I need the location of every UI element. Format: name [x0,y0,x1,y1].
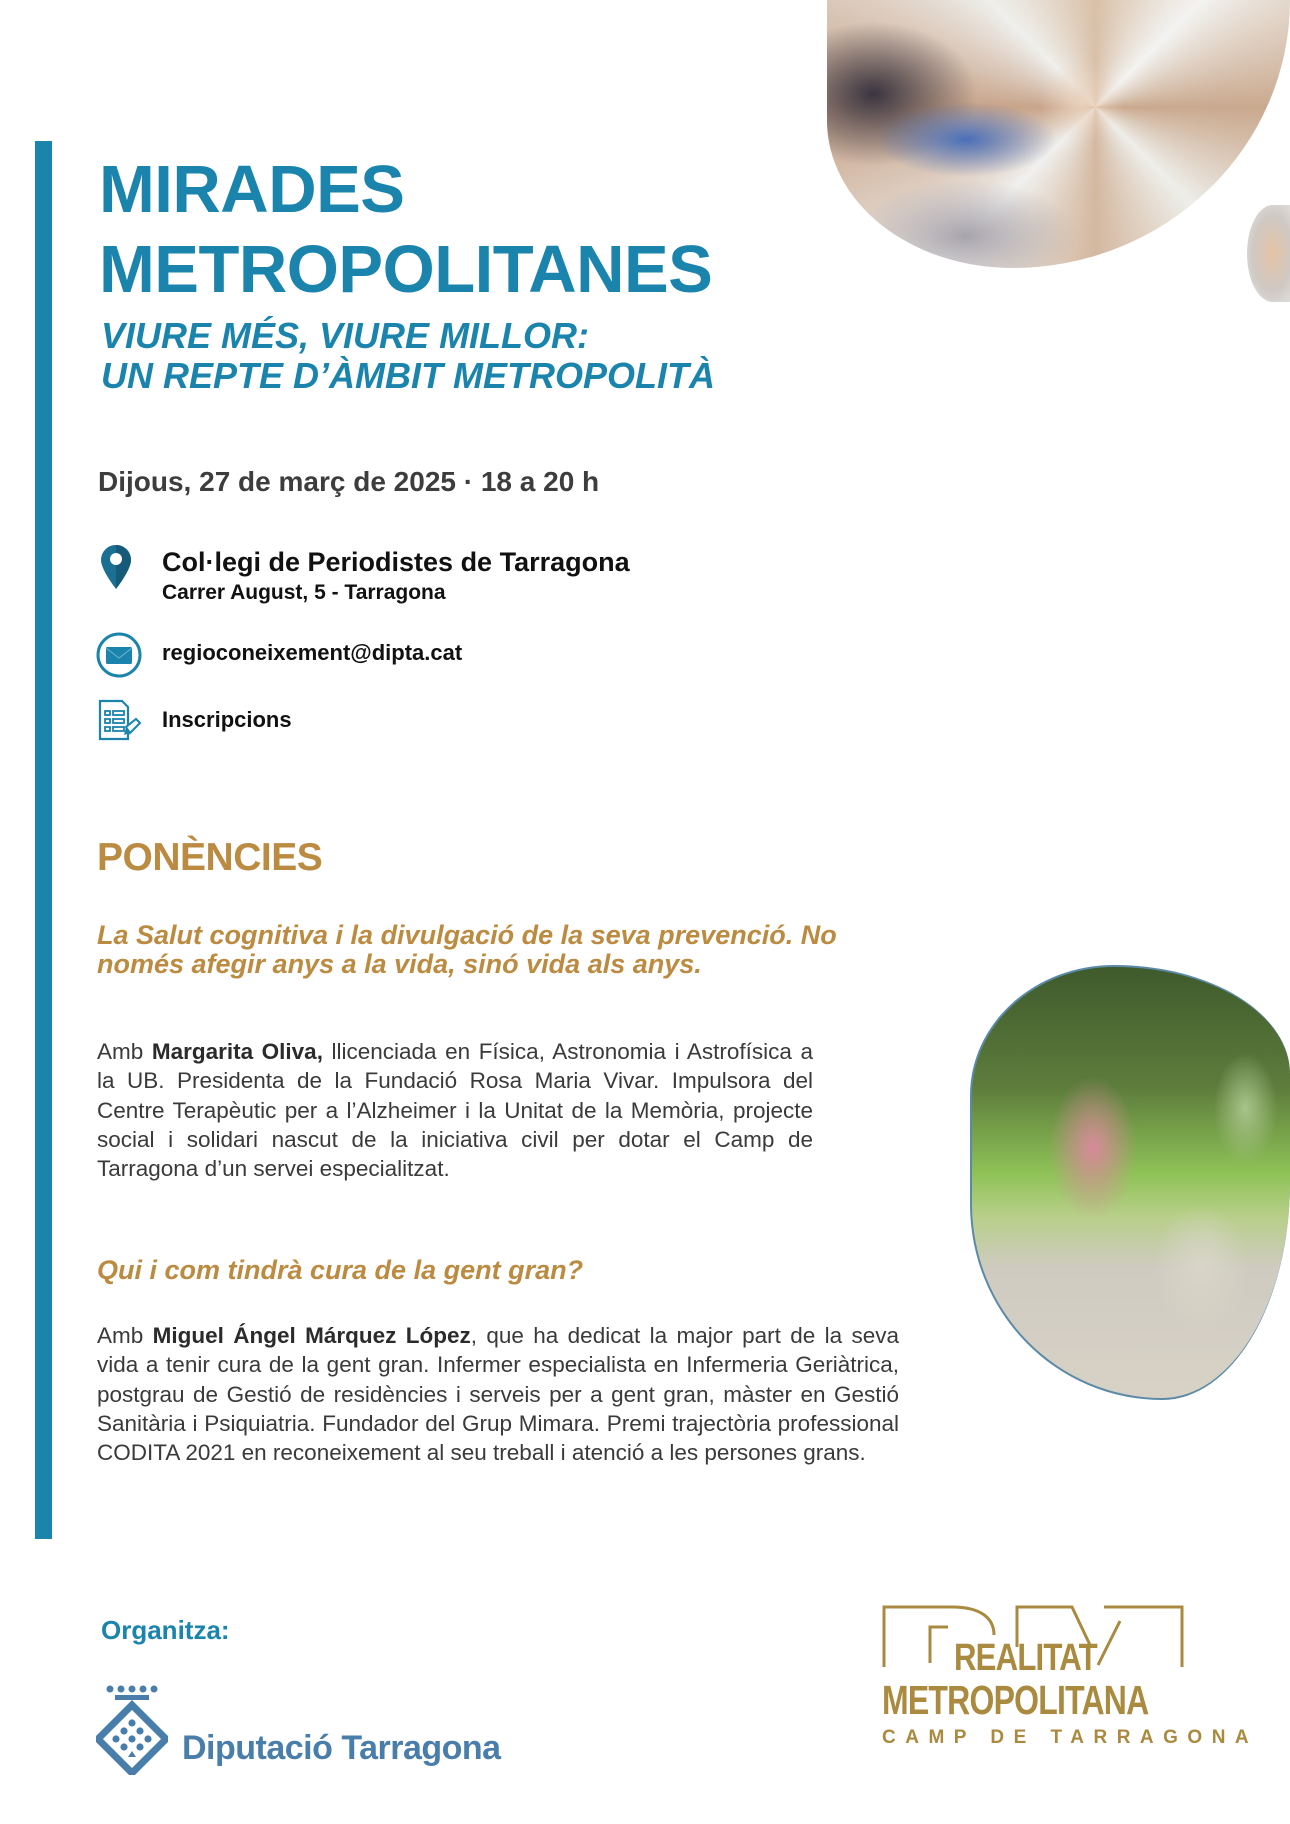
realitat-metropolitana-logo [882,1605,1259,1755]
subtitle-line-2: UN REPTE D’ÀMBIT METROPOLITÀ [101,355,715,396]
talk-2-title: Qui i com tindrà cura de la gent gran? [97,1255,584,1285]
talks-heading: PONÈNCIES [97,836,323,879]
talk-1-speaker: Margarita Oliva, [151,1039,323,1064]
venue-row [96,545,630,607]
talk-2-speaker: Miguel Ángel Márquez López [152,1323,471,1348]
talk-1-title: La Salut cognitiva i la divulgació de la seva prevenció. No només afegir anys a la vida, sinó vida als anys. [97,920,837,979]
venue-name: Col·legi de Periodistes de Tarragona [162,547,630,577]
subtitle-line-1: VIURE MÉS, VIURE MILLOR: [101,315,590,356]
talk-2-bio: , que ha dedicat la major part de la seva vida a tenir cura de la gent gran. Infermer especialista en Infermeria Geriàtrica, postgrau de Gestió de residències i serveis per a gent gran, màster en Gestió Sanitària i Psiquiatria. Fundador del Grup Mimara. Premi trajectòria professional CODITA 2021 en reconeixement al seu treball i atenció a les persones grans. [97,1323,900,1466]
form-pen-icon [96,697,142,743]
title-line-1: MIRADES [99,152,405,227]
team-hands-photo [827,0,1290,268]
map-pin-icon [96,545,136,589]
diputacio-tarragona-logo [96,1683,501,1780]
venue-address: Carrer August, 5 - Tarragona [162,581,446,604]
page-subtitle [101,316,715,396]
rm-line-3: CAMP DE TARRAGONA [882,1727,1259,1748]
registration-link[interactable]: Inscripcions [162,707,292,732]
rm-line-1: REALITAT [954,1637,1097,1679]
page-title [99,150,712,310]
rm-line-2: METROPOLITANA [882,1677,1149,1723]
talk-2-description [97,1321,899,1467]
talk-1-description [97,1037,813,1183]
event-date-time: Dijous, 27 de març de 2025 · 18 a 20 h [98,466,600,497]
email-link[interactable]: regioconeixement@dipta.cat [162,640,463,665]
title-line-2: METROPOLITANES [99,232,713,307]
registration-row [96,697,292,743]
diputacio-crest-icon [96,1683,168,1780]
talk-1-intro: Amb [97,1039,152,1064]
envelope-icon [96,632,142,678]
accent-bar [35,141,52,1539]
email-row [96,632,462,678]
diputacio-name: Diputació Tarragona [182,1729,501,1767]
park-seniors-photo [970,965,1290,1400]
team-hands-photo-fragment [1247,205,1290,302]
talk-2-intro: Amb [97,1323,153,1348]
organizer-label: Organitza: [101,1615,230,1645]
talk-1-bio: llicenciada en Física, Astronomia i Astrofísica a la UB. Presidenta de la Fundació Rosa Maria Vivar. Impulsora del Centre Terapèutic per a l’Alzheimer i la Unitat de la Memòria, projecte social i solidari nascut de la iniciativa civil per dotar el Camp de Tarragona d’un servei especialitzat. [97,1039,814,1182]
